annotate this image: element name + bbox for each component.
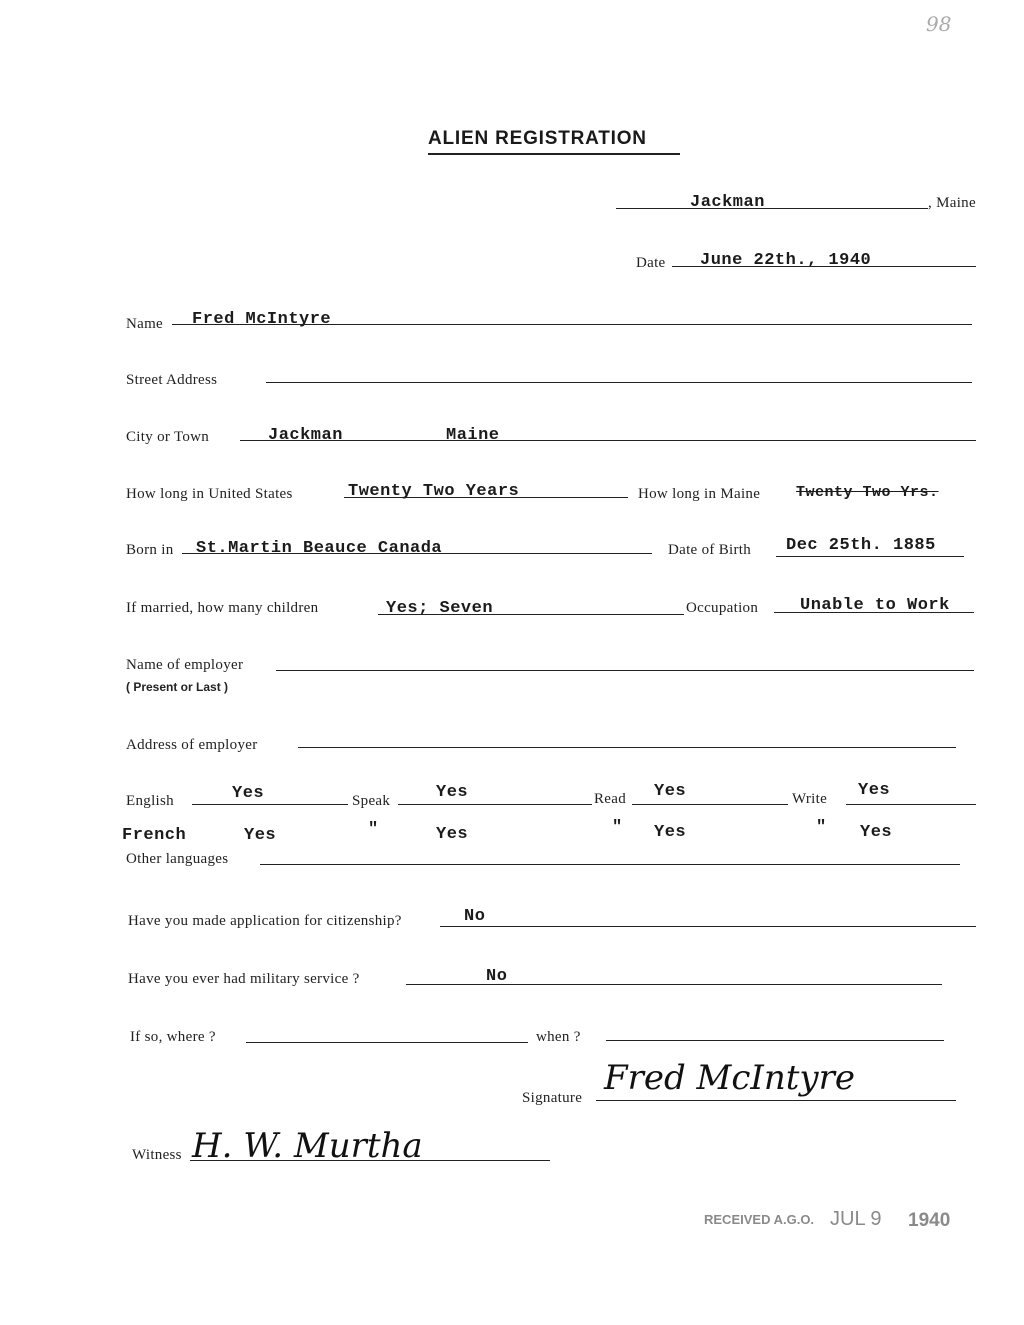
speak-line [398, 804, 592, 805]
date-value: June 22th., 1940 [700, 251, 872, 270]
witness-signature: H. W. Murtha [192, 1126, 423, 1166]
other-languages-line [260, 864, 960, 865]
english-value: Yes [232, 784, 265, 803]
english-write-value: Yes [858, 781, 891, 800]
employer-label: Name of employer [126, 657, 244, 673]
born-in-value: St.Martin Beauce Canada [196, 539, 443, 558]
ditto-mark: " [612, 818, 623, 837]
citizenship-label: Have you made application for citizenship? [128, 913, 402, 929]
children-line [378, 614, 684, 615]
name-value: Fred McIntyre [192, 310, 332, 329]
witness-label: Witness [132, 1147, 182, 1163]
name-line [172, 324, 972, 325]
employer-sub-label: ( Present or Last ) [126, 680, 229, 694]
signature-label: Signature [522, 1090, 583, 1106]
english-label: English [126, 793, 174, 809]
city-label: City or Town [126, 429, 210, 445]
date-label: Date [636, 255, 666, 271]
read-label: Read [594, 791, 627, 807]
when-line [606, 1040, 944, 1041]
read-line [632, 804, 788, 805]
name-label: Name [126, 316, 164, 332]
military-value: No [486, 967, 508, 986]
form-title: ALIEN REGISTRATION [428, 128, 647, 149]
occupation-value: Unable to Work [800, 596, 950, 615]
date-line [672, 266, 976, 267]
how-long-us-value: Twenty Two Years [348, 482, 520, 501]
street-line [266, 382, 972, 383]
state-value: Maine [446, 426, 500, 445]
witness-line [190, 1160, 550, 1161]
state-label: , Maine [928, 195, 976, 211]
military-line [406, 984, 942, 985]
children-value: Yes; Seven [386, 599, 494, 618]
street-label: Street Address [126, 372, 218, 388]
born-in-line [182, 553, 652, 554]
french-value: French [122, 826, 187, 845]
dob-label: Date of Birth [668, 542, 752, 558]
english-speak-value: Yes [436, 783, 469, 802]
citizenship-line [440, 926, 976, 927]
received-stamp: RECEIVED A.G.O. [704, 1212, 815, 1227]
signature-line [596, 1100, 956, 1101]
english-line [192, 804, 348, 805]
when-label: when ? [536, 1029, 581, 1045]
french-speak-value: Yes [436, 825, 469, 844]
write-label: Write [792, 791, 828, 807]
dob-line [776, 556, 964, 557]
town-value: Jackman [690, 193, 765, 212]
where-line [246, 1042, 528, 1043]
where-label: If so, where ? [130, 1029, 216, 1045]
french-yes-value: Yes [244, 826, 277, 845]
write-line [846, 804, 976, 805]
city-value: Jackman [268, 426, 343, 445]
how-long-us-label: How long in United States [126, 486, 293, 502]
citizenship-value: No [464, 907, 486, 926]
children-label: If married, how many children [126, 600, 319, 616]
dob-value: Dec 25th. 1885 [786, 536, 936, 555]
received-stamp-year: 1940 [908, 1210, 951, 1231]
french-write-value: Yes [860, 823, 893, 842]
how-long-maine-value: Twenty Two Yrs. [796, 484, 939, 501]
received-stamp-date: JUL 9 [830, 1208, 882, 1230]
applicant-signature: Fred McIntyre [604, 1058, 855, 1098]
how-long-maine-label: How long in Maine [638, 486, 761, 502]
title-underline [428, 153, 680, 155]
ditto-mark: " [816, 818, 827, 837]
page-number: 98 [926, 12, 952, 36]
french-read-value: Yes [654, 823, 687, 842]
ditto-mark: " [368, 820, 379, 839]
speak-label: Speak [352, 793, 391, 809]
born-in-label: Born in [126, 542, 174, 558]
occupation-label: Occupation [686, 600, 759, 616]
employer-address-label: Address of employer [126, 737, 258, 753]
other-languages-label: Other languages [126, 851, 229, 867]
english-read-value: Yes [654, 782, 687, 801]
employer-address-line [298, 747, 956, 748]
city-line [240, 440, 976, 441]
town-line [616, 208, 928, 209]
how-long-us-line [344, 497, 628, 498]
military-label: Have you ever had military service ? [128, 971, 360, 987]
employer-line [276, 670, 974, 671]
occupation-line [774, 612, 974, 613]
